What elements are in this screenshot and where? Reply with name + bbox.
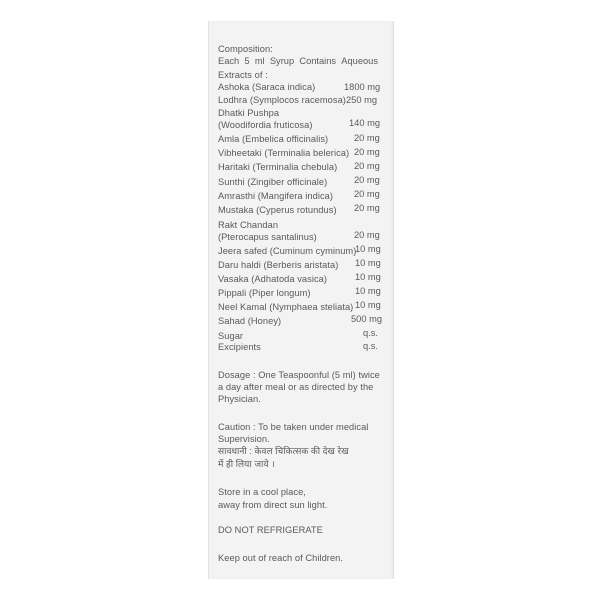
ingredient-name: Haritaki (Terminalia chebula) <box>218 162 338 172</box>
ingredient-dose: 10 mg <box>355 244 381 254</box>
ingredient-dose: 140 mg <box>349 118 381 128</box>
intro-word: ml <box>254 56 265 66</box>
ingredient-dose: 500 mg <box>351 314 383 324</box>
ingredient-name: Dhatki Pushpa <box>218 108 280 118</box>
intro-word: Contains <box>299 56 337 66</box>
ingredient-dose: 10 mg <box>355 300 381 310</box>
ingredient-dose: 20 mg <box>354 203 380 213</box>
ingredient-dose: 250 mg <box>346 95 378 105</box>
ingredient-name: Jeera safed (Cuminum cyminum) <box>218 246 357 256</box>
ingredient-name: Sugar <box>218 331 244 341</box>
intro-word: Aqueous <box>341 56 378 66</box>
ingredient-dose: q.s. <box>363 328 378 338</box>
children-warning: Keep out of reach of Children. <box>218 553 344 563</box>
ingredient-dose: 20 mg <box>354 230 380 240</box>
dosage-line: Dosage : One Teaspoonful (5 ml) twice <box>218 370 380 380</box>
ingredient-dose: 10 mg <box>355 258 381 268</box>
intro-word: Syrup <box>269 56 295 66</box>
ingredient-name: (Woodifordia fruticosa) <box>218 120 313 130</box>
ingredient-dose: q.s. <box>363 341 378 351</box>
dosage-line: Physician. <box>218 394 261 404</box>
ingredient-name: Vibheetaki (Terminalia belerica) <box>218 148 350 158</box>
ingredient-name: Daru haldi (Berberis aristata) <box>218 260 339 270</box>
ingredient-name: Lodhra (Symplocos racemosa) <box>218 95 346 105</box>
ingredient-name: Amla (Embelica officinalis) <box>218 134 329 144</box>
ingredient-dose: 10 mg <box>355 272 381 282</box>
ingredient-dose: 20 mg <box>354 189 380 199</box>
intro-word: Each <box>218 56 240 66</box>
storage-line: Store in a cool place, <box>218 487 306 497</box>
ingredient-dose: 10 mg <box>355 286 381 296</box>
ingredient-name: Pippali (Piper longum) <box>218 288 311 298</box>
intro-word: 5 <box>244 56 250 66</box>
storage-line: away from direct sun light. <box>218 500 328 510</box>
ingredient-dose: 20 mg <box>354 147 380 157</box>
ingredient-dose: 20 mg <box>354 133 380 143</box>
ingredient-name: Ashoka (Saraca indica) <box>218 82 316 92</box>
ingredient-name: Vasaka (Adhatoda vasica) <box>218 274 328 284</box>
ingredient-name: Neel Kamal (Nymphaea steliata) <box>218 302 354 312</box>
ingredient-dose: 1800 mg <box>344 82 381 92</box>
ingredient-dose: 20 mg <box>354 161 380 171</box>
ingredient-name: Sahad (Honey) <box>218 316 282 326</box>
dosage-line: a day after meal or as directed by the <box>218 382 374 392</box>
ingredient-dose: 20 mg <box>354 175 380 185</box>
ingredient-name: Sunthi (Zingiber officinale) <box>218 177 328 187</box>
ingredient-name: (Pterocapus santalinus) <box>218 232 317 242</box>
composition-extracts-label: Extracts of : <box>218 70 268 80</box>
ingredient-name: Excipients <box>218 342 261 352</box>
ingredient-name: Amrasthi (Mangifera indica) <box>218 191 334 201</box>
ingredient-name: Rakt Chandan <box>218 220 279 230</box>
composition-intro-line <box>218 56 378 67</box>
composition-heading: Composition: <box>218 44 273 54</box>
ingredient-name: Mustaka (Cyperus rotundus) <box>218 205 337 215</box>
refrigeration-warning: DO NOT REFRIGERATE <box>218 525 323 535</box>
caution-line: Caution : To be taken under medical <box>218 422 369 432</box>
caution-line: Supervision. <box>218 434 270 444</box>
caution-hindi-line: में ही लिया जाये । <box>218 459 275 469</box>
caution-hindi-line: सावधानी : केवल चिकित्सक की देख रेख <box>218 446 349 456</box>
